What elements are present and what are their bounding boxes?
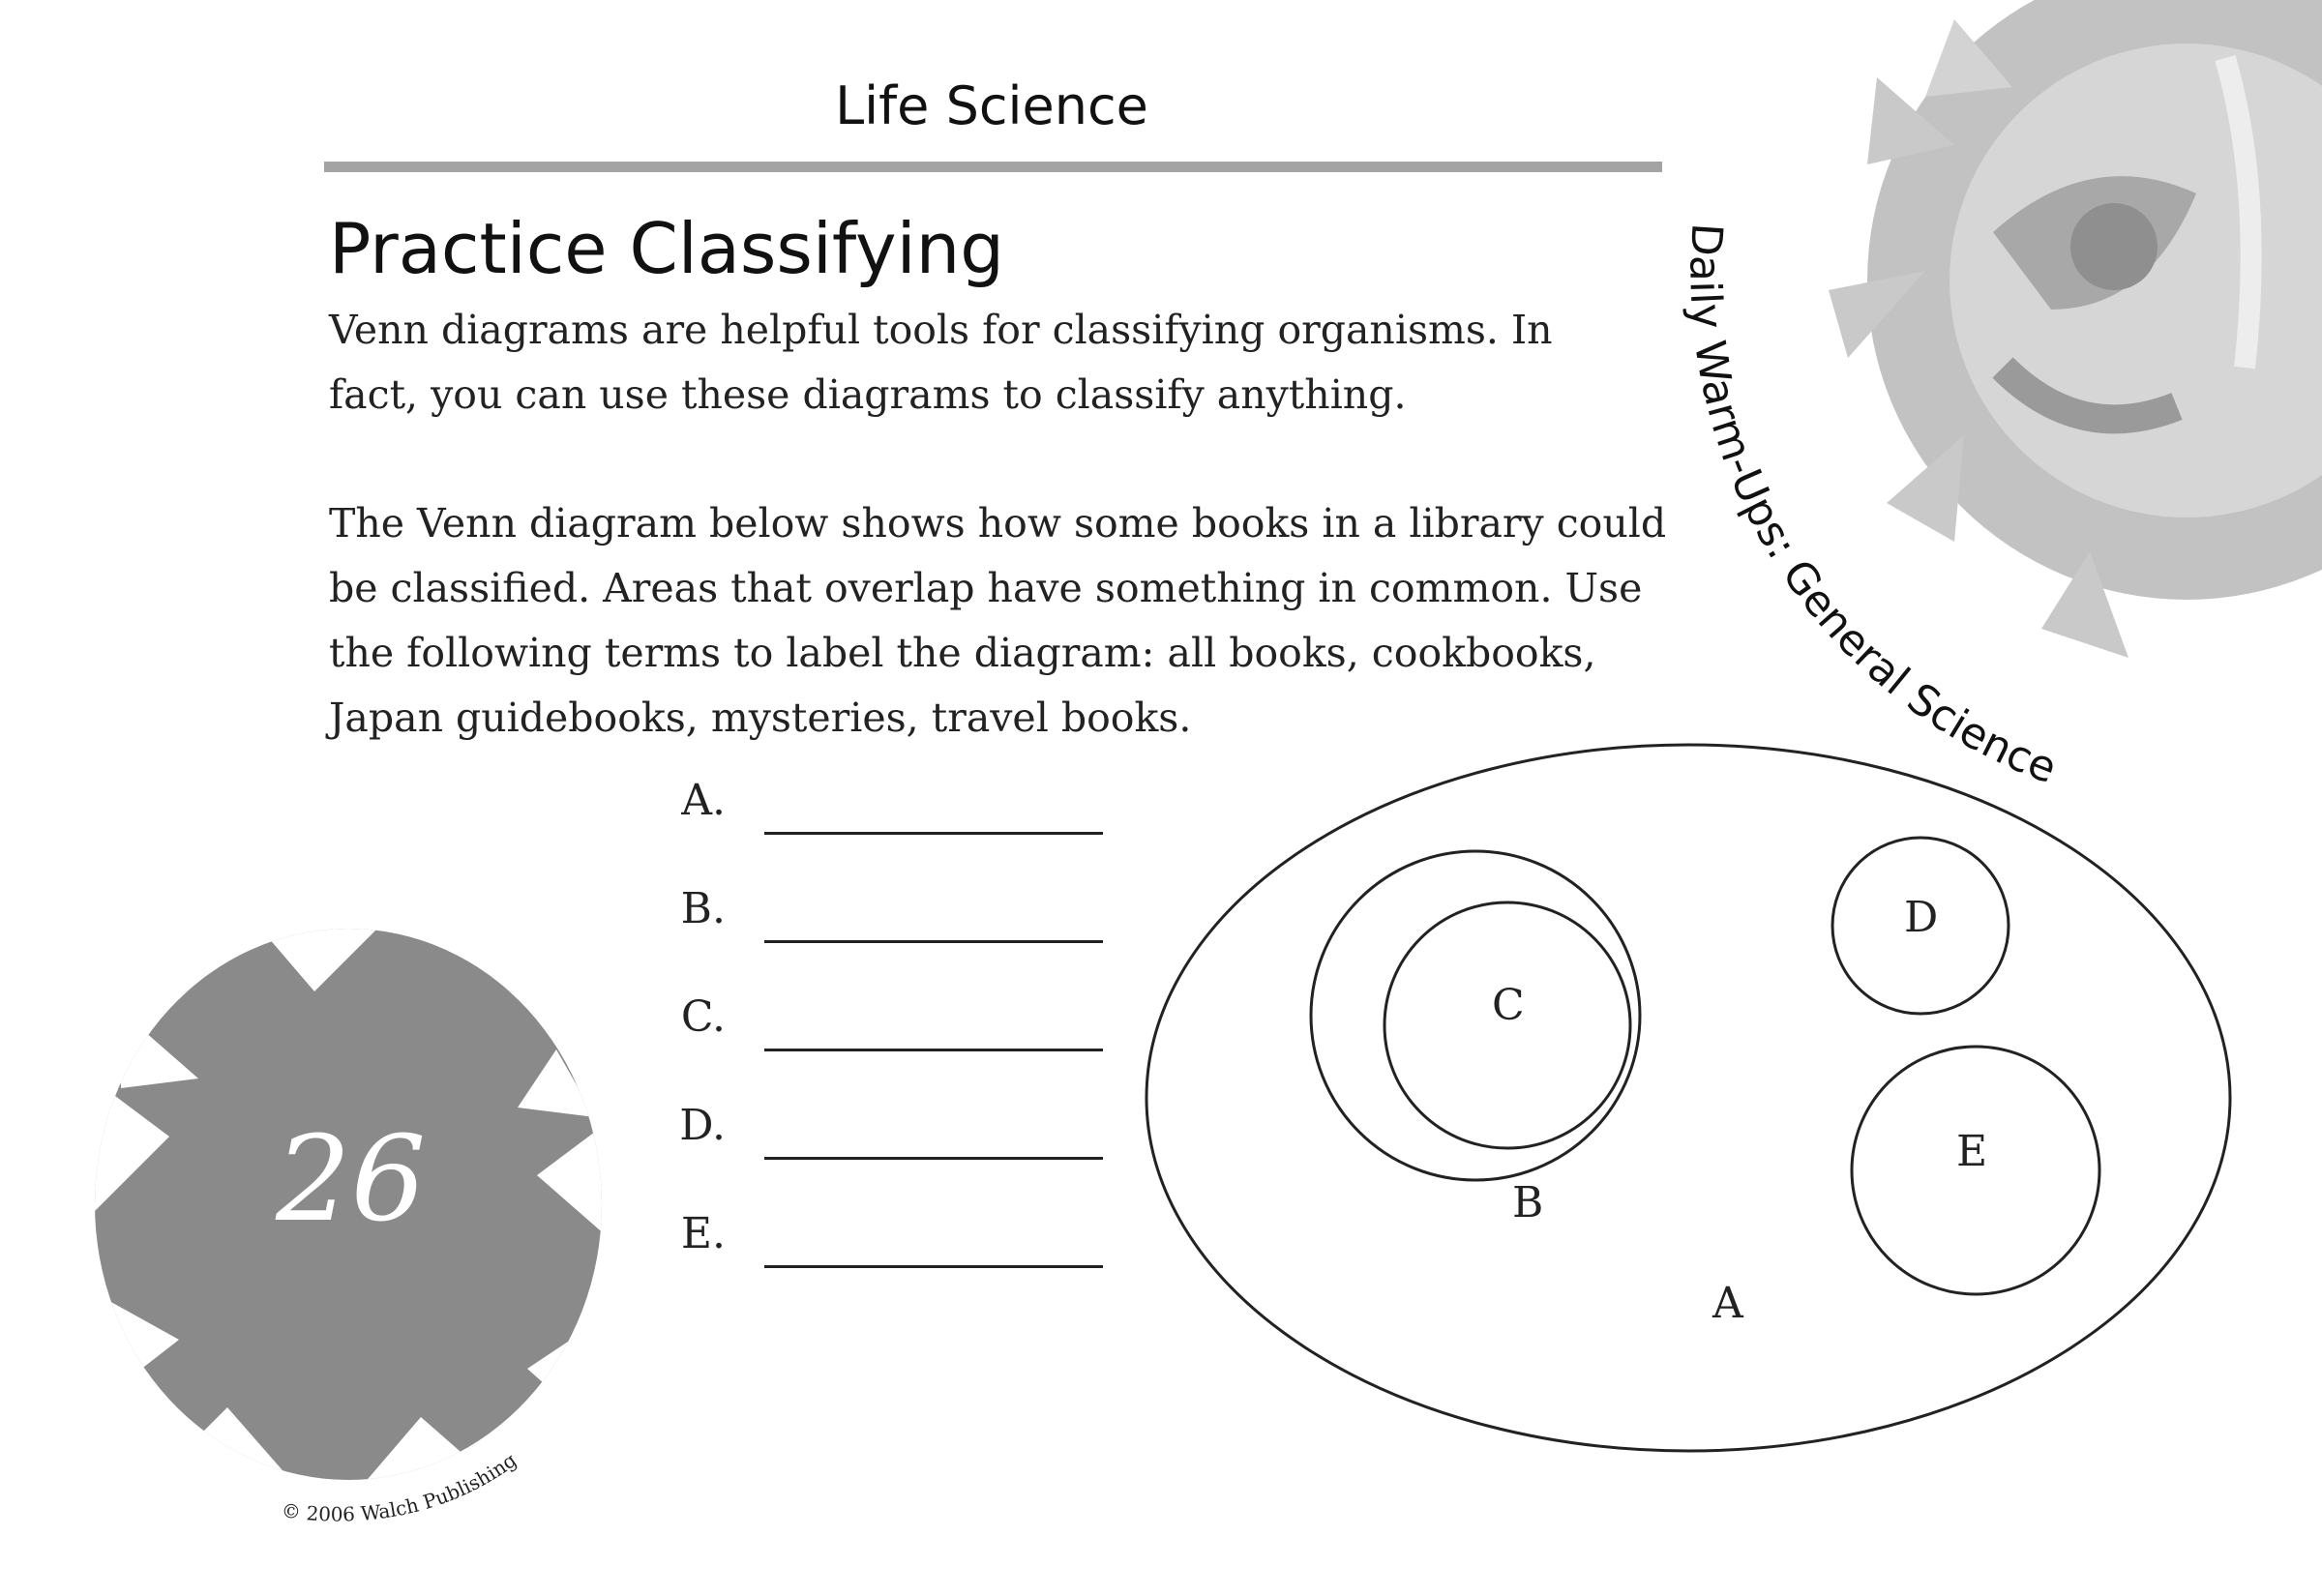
- svg-text:© 2006 Walch Publishing: [281, 1448, 521, 1526]
- answer-label: C.: [680, 992, 726, 1042]
- page-title: Practice Classifying: [329, 208, 1004, 289]
- series-title: Daily Warm-Ups: General Science: [1680, 222, 2064, 794]
- region-label-d: D: [1904, 893, 1939, 942]
- answer-label: D.: [679, 1101, 726, 1150]
- answer-label: B.: [680, 884, 726, 933]
- intro-paragraph: Venn diagrams are helpful tools for classifying organisms. In fact, you can use these diagrams to classify anything.: [329, 307, 1553, 418]
- region-label-a: A: [1712, 1279, 1743, 1328]
- answer-label: E.: [680, 1209, 726, 1258]
- section-title: Life Science: [835, 75, 1148, 136]
- instructions-paragraph: The Venn diagram below shows how some books in a library could be classified. Areas that overlap have something in common. Use the following terms to label the diagram: all books, cookbooks, Japan guidebooks, mysteries, travel books.: [329, 500, 1667, 741]
- region-label-c: C: [1492, 981, 1525, 1030]
- answer-label: A.: [681, 776, 726, 825]
- region-label-e: E: [1956, 1127, 1988, 1176]
- copyright-notice: © 2006 Walch Publishing: [280, 1448, 521, 1526]
- page-number: 26: [276, 1110, 427, 1248]
- region-label-b: B: [1512, 1178, 1544, 1227]
